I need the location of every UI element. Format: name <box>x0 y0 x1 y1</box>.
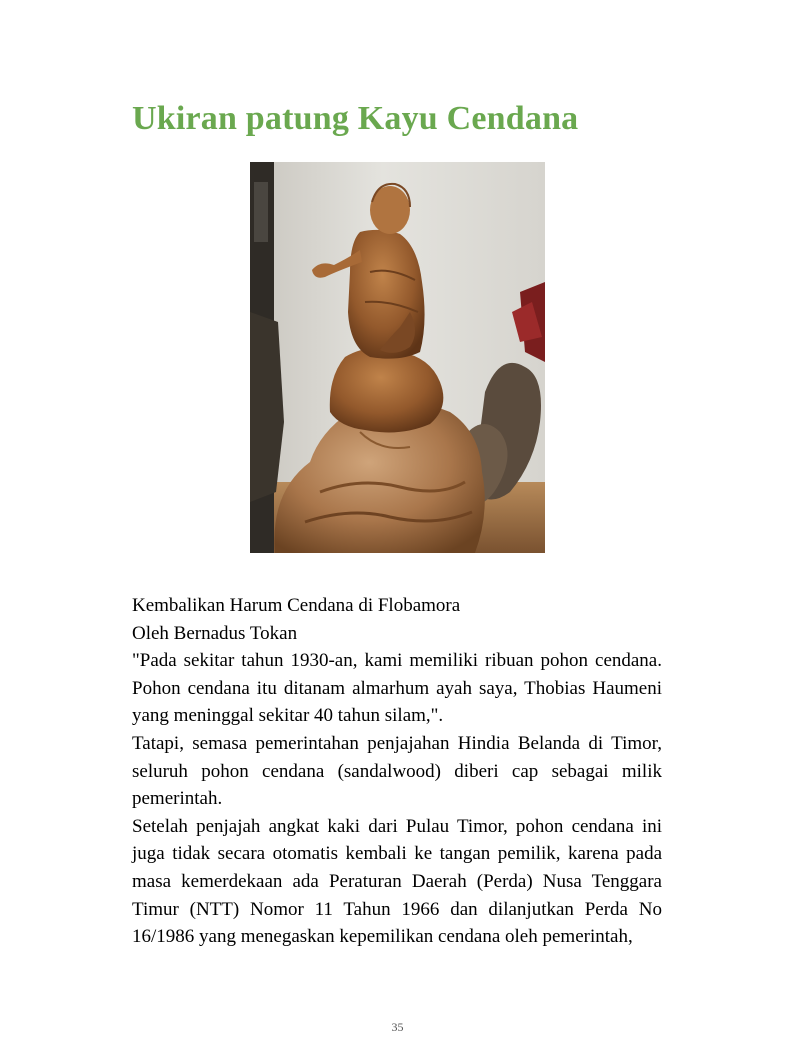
page-number: 35 <box>391 1020 404 1034</box>
article-byline: Oleh Bernadus Tokan <box>132 622 298 644</box>
article-paragraph: Setelah penjajah angkat kaki dari Pulau Timor, pohon cendana ini juga tidak secara otomatis kembali ke tangan pemilik, karena pada masa kemerdekaan ada Peraturan Daerah (Perda) Nusa Tenggara Timur (NTT) Nomor 11 Tahun 1966 dan dilanjutkan Perda No 16/1986 yang menegaskan kepemilikan cendana oleh pemerintah, <box>132 815 662 948</box>
article-paragraph: Tatapi, semasa pemerintahan penjajahan Hindia Belanda di Timor, seluruh pohon cendana (sandalwood) diberi cap sebagai milik pemerintah. <box>132 732 662 810</box>
article-paragraph: "Pada sekitar tahun 1930-an, kami memiliki ribuan pohon cendana. Pohon cendana itu ditanam almarhum ayah saya, Thobias Haumeni yang meninggal sekitar 40 tahun silam,". <box>132 650 662 727</box>
article-body <box>132 592 662 951</box>
article-heading: Kembalikan Harum Cendana di Flobamora <box>132 595 461 616</box>
page-title: Ukiran patung Kayu Cendana <box>132 100 579 137</box>
sandalwood-statue-photo <box>250 162 545 553</box>
